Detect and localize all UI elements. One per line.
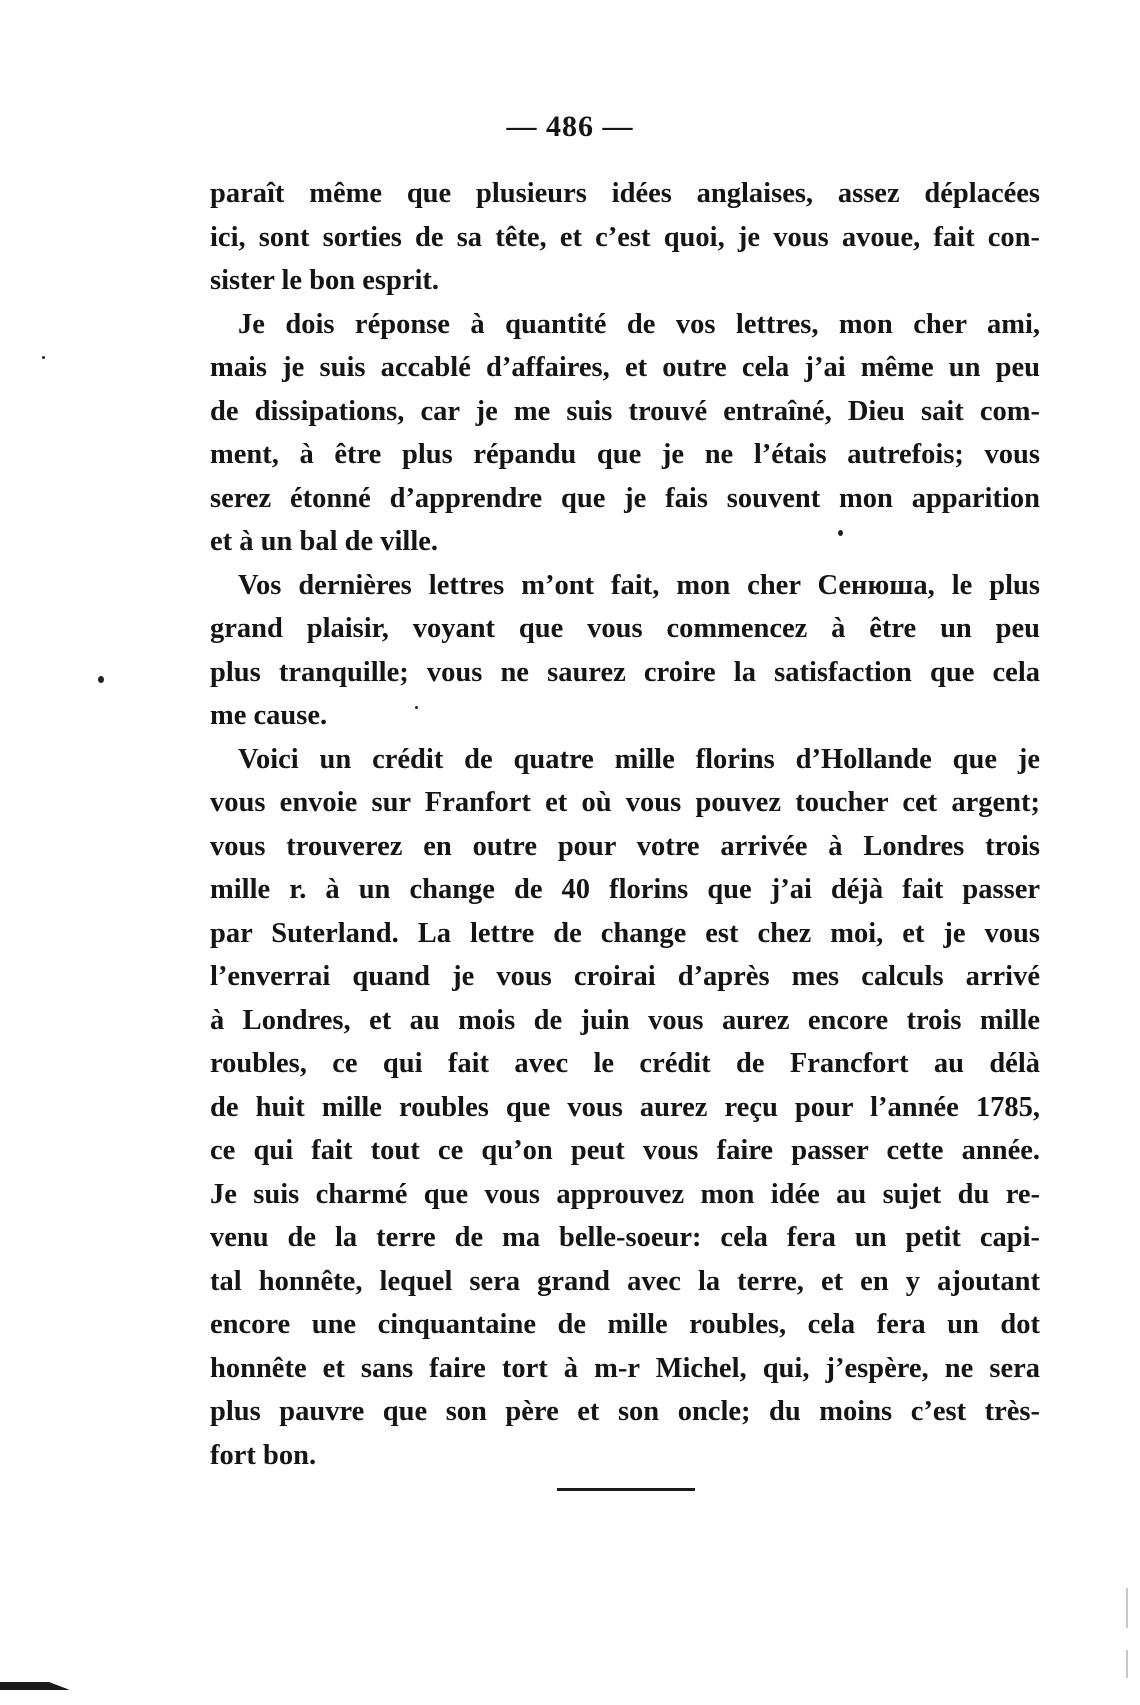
end-rule	[557, 1488, 695, 1491]
text-line: plus tranquille; vous ne saurez croire la satisfaction que cela	[210, 656, 1040, 688]
text-line: de dissipations, car je me suis trouvé entraîné, Dieu sait com-	[210, 395, 1040, 427]
text-line: de huit mille roubles que vous aurez reçu pour l’année 1785,	[210, 1091, 1040, 1123]
ink-speck	[838, 530, 843, 536]
text-line: fort bon.	[210, 1439, 317, 1471]
text-line: Vos dernières lettres m’ont fait, mon cher Сенюша, le plus	[238, 569, 1040, 601]
text-line: ment, à être plus répandu que je ne l’étais autrefois; vous	[210, 439, 1040, 470]
text-line: à Londres, et au mois de juin vous aurez encore trois mille	[210, 1004, 1040, 1036]
scan-edge	[1126, 1588, 1128, 1628]
text-line: sister le bon esprit.	[210, 265, 440, 296]
text-line: roubles, ce qui fait avec le crédit de Francfort au délà	[210, 1048, 1040, 1079]
text-line: tal honnête, lequel sera grand avec la terre, et en y ajoutant	[210, 1265, 1040, 1297]
scan-edge	[1126, 1650, 1128, 1678]
text-line: plus pauvre que son père et son oncle; du moins c’est très-	[210, 1396, 1040, 1427]
text-line: ce qui fait tout ce qu’on peut vous faire passer cette année.	[210, 1135, 1040, 1166]
text-line: vous envoie sur Franfort et où vous pouvez toucher cet argent;	[210, 787, 1040, 818]
text-line: mille r. à un change de 40 florins que j’ai déjà fait passer	[210, 874, 1040, 905]
text-line: vous trouverez en outre pour votre arrivée à Londres trois	[210, 830, 1040, 862]
text-line: mais je suis accablé d’affaires, et outre cela j’ai même un peu	[210, 352, 1040, 383]
text-line: honnête et sans faire tort à m-r Michel, qui, j’espère, ne sera	[210, 1352, 1040, 1384]
ink-speck	[42, 356, 45, 359]
ink-speck	[415, 706, 418, 709]
scan-artifact	[0, 1682, 70, 1690]
text-line: et à un bal de ville.	[210, 526, 439, 557]
text-line: ici, sont sorties de sa tête, et c’est quoi, je vous avoue, fait con-	[210, 221, 1040, 253]
text-line: serez étonné d’apprendre que je fais souvent mon apparition	[210, 482, 1040, 514]
text-line: Voici un crédit de quatre mille florins d’Hollande que je	[238, 743, 1040, 775]
text-line: grand plaisir, voyant que vous commencez à être un peu	[210, 613, 1040, 644]
body-text	[210, 172, 1040, 1477]
text-line: Je suis charmé que vous approuvez mon idée au sujet du re-	[210, 1178, 1040, 1210]
text-line: l’enverrai quand je vous croirai d’après mes calculs arrivé	[210, 961, 1040, 992]
text-line: par Suterland. La lettre de change est chez moi, et je vous	[210, 917, 1040, 949]
text-line: Je dois réponse à quantité de vos lettres, mon cher ami,	[238, 308, 1040, 340]
page-number: — 486 —	[506, 110, 634, 143]
text-line: me cause.	[210, 700, 328, 731]
ink-speck	[98, 676, 104, 683]
text-line: venu de la terre de ma belle-soeur: cela fera un petit capi-	[210, 1222, 1040, 1253]
text-line: paraît même que plusieurs idées anglaises, assez déplacées	[210, 178, 1040, 209]
text-line: encore une cinquantaine de mille roubles, cela fera un dot	[210, 1309, 1040, 1340]
